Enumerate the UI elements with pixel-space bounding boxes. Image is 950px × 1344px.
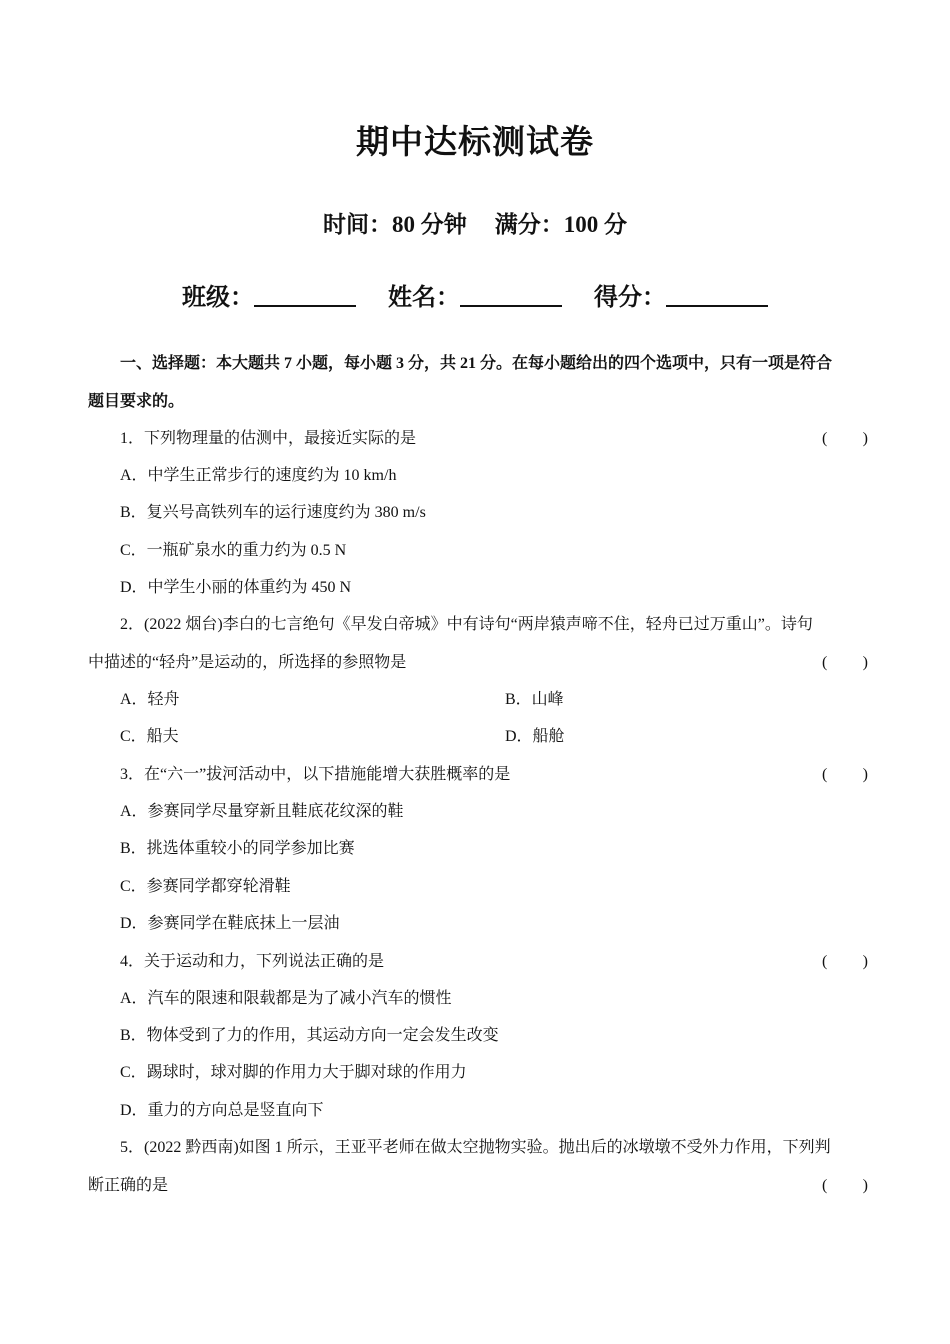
question-3-option-a: A．参赛同学尽量穿新且鞋底花纹深的鞋 [120, 803, 404, 820]
question-4-option-a: A．汽车的限速和限载都是为了减小汽车的惯性 [120, 990, 452, 1007]
question-4-option-c: C．踢球时，球对脚的作用力大于脚对球的作用力 [120, 1064, 467, 1081]
question-3-text: 3．在“六一”拔河活动中，以下措施能增大获胜概率的是 [120, 766, 511, 783]
question-5-stem: 5．(2022 黔西南)如图 1 所示，王亚平老师在做太空抛物实验。抛出后的冰墩墩不受外力作用，下列判 [120, 1139, 831, 1156]
exam-title: 期中达标测试卷 [356, 125, 594, 161]
question-2-option-d: D．船舱 [505, 728, 565, 745]
question-2-stem-cont [88, 653, 868, 673]
score-field [594, 277, 768, 312]
question-2-option-b: B．山峰 [505, 691, 564, 708]
question-3-option-c: C．参赛同学都穿轮滑鞋 [120, 878, 291, 895]
name-blank[interactable] [460, 283, 562, 307]
question-3-stem [120, 765, 868, 785]
question-4-option-d: D．重力的方向总是竖直向下 [120, 1102, 324, 1119]
question-4-text: 4．关于运动和力，下列说法正确的是 [120, 953, 385, 970]
question-3-option-d: D．参赛同学在鞋底抹上一层油 [120, 915, 340, 932]
question-1-option-a: A．中学生正常步行的速度约为 10 km/h [120, 467, 397, 484]
question-2-stem: 2．(2022 烟台)李白的七言绝句《早发白帝城》中有诗句“两岸猿声啼不住，轻舟已过万重山”。诗句 [120, 616, 813, 633]
name-field [388, 277, 562, 312]
question-1-text: 1．下列物理量的估测中，最接近实际的是 [120, 430, 417, 447]
answer-bracket-4[interactable]: ( ) [822, 953, 868, 970]
question-4-stem [120, 952, 868, 972]
question-3-option-b: B．挑选体重较小的同学参加比赛 [120, 840, 355, 857]
time-limit: 时间：80 分钟 [323, 212, 467, 237]
score-blank[interactable] [666, 283, 768, 307]
answer-bracket-3[interactable]: ( ) [822, 766, 868, 783]
question-2-text: 中描述的“轻舟”是运动的，所选择的参照物是 [88, 654, 407, 671]
exam-meta [0, 206, 950, 239]
answer-bracket-1[interactable]: ( ) [822, 430, 868, 447]
question-2-option-c: C．船夫 [120, 728, 179, 745]
question-1-stem [120, 429, 868, 449]
question-1-option-c: C．一瓶矿泉水的重力约为 0.5 N [120, 542, 347, 559]
full-score: 满分：100 分 [494, 212, 627, 237]
class-label: 班级： [182, 285, 254, 311]
score-label: 得分： [594, 285, 666, 311]
question-4-option-b: B．物体受到了力的作用，其运动方向一定会发生改变 [120, 1027, 499, 1044]
question-2-options-row1 [120, 690, 868, 710]
class-blank[interactable] [254, 283, 356, 307]
question-2-options-row2 [120, 727, 868, 747]
student-info [0, 277, 950, 312]
section-heading-cont: 题目要求的。 [88, 393, 185, 410]
section-heading: 一、选择题：本大题共 7 小题，每小题 3 分，共 21 分。在每小题给出的四个选项中，只有一项是符合 [120, 355, 833, 372]
question-5-stem-cont [88, 1176, 868, 1196]
question-1-option-b: B．复兴号高铁列车的运行速度约为 380 m/s [120, 504, 426, 521]
name-label: 姓名： [388, 285, 460, 311]
answer-bracket-2[interactable]: ( ) [822, 654, 868, 671]
question-1-option-d: D．中学生小丽的体重约为 450 N [120, 579, 352, 596]
class-field [182, 277, 356, 312]
question-5-text: 断正确的是 [88, 1177, 169, 1194]
question-2-option-a: A．轻舟 [120, 691, 180, 708]
answer-bracket-5[interactable]: ( ) [822, 1177, 868, 1194]
